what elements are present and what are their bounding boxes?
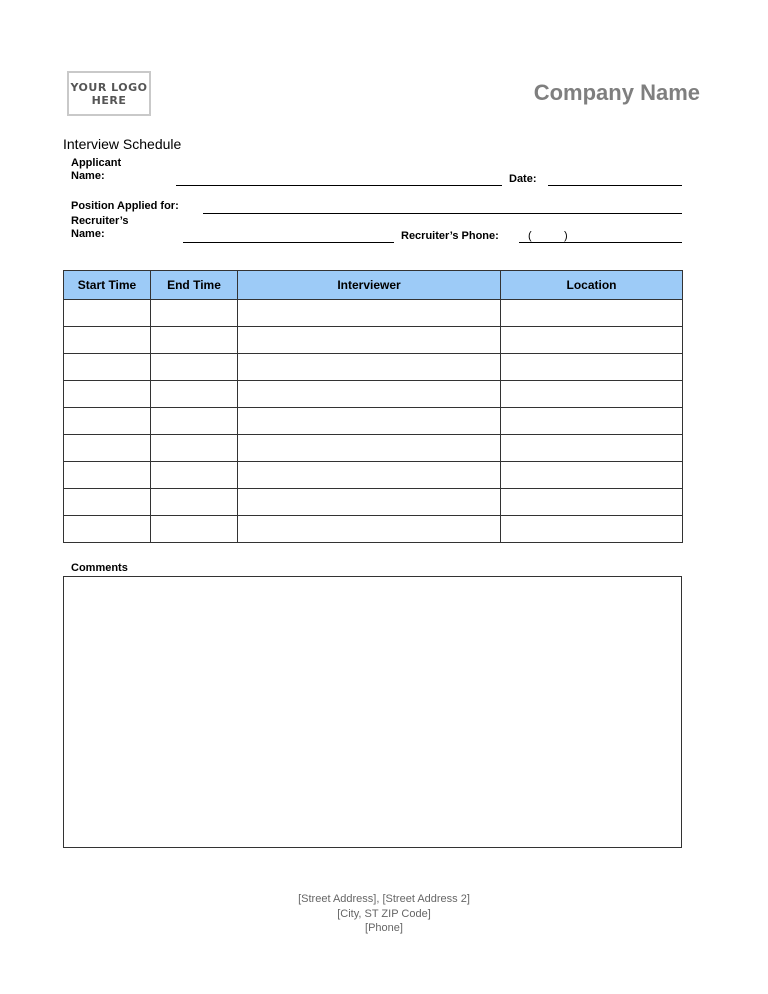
location-cell[interactable] <box>501 381 683 408</box>
location-cell[interactable] <box>501 300 683 327</box>
interviewer-cell[interactable] <box>238 381 501 408</box>
table-row <box>64 381 683 408</box>
interviewer-cell[interactable] <box>238 300 501 327</box>
recruiter-label-line2: Name: <box>71 228 105 240</box>
end-time-cell[interactable] <box>151 516 238 543</box>
start-time-cell[interactable] <box>64 516 151 543</box>
header-interviewer: Interviewer <box>238 271 501 300</box>
end-time-cell[interactable] <box>151 327 238 354</box>
start-time-cell[interactable] <box>64 354 151 381</box>
logo-text-line2: HERE <box>91 93 127 107</box>
footer-phone: [Phone] <box>365 922 403 934</box>
location-cell[interactable] <box>501 516 683 543</box>
interviewer-cell[interactable] <box>238 489 501 516</box>
table-row <box>64 489 683 516</box>
start-time-cell[interactable] <box>64 327 151 354</box>
start-time-cell[interactable] <box>64 462 151 489</box>
schedule-table <box>63 270 683 543</box>
start-time-cell[interactable] <box>64 381 151 408</box>
table-row <box>64 516 683 543</box>
position-label: Position Applied for: <box>71 200 179 212</box>
recruiter-phone-field[interactable] <box>519 242 682 243</box>
start-time-cell[interactable] <box>64 489 151 516</box>
table-row <box>64 354 683 381</box>
table-row <box>64 408 683 435</box>
applicant-label-line2: Name: <box>71 170 105 182</box>
end-time-cell[interactable] <box>151 354 238 381</box>
recruiter-name-label <box>71 215 128 241</box>
start-time-cell[interactable] <box>64 435 151 462</box>
interviewer-cell[interactable] <box>238 408 501 435</box>
header-location: Location <box>501 271 683 300</box>
location-cell[interactable] <box>501 327 683 354</box>
location-cell[interactable] <box>501 354 683 381</box>
header-end-time: End Time <box>151 271 238 300</box>
location-cell[interactable] <box>501 408 683 435</box>
interviewer-cell[interactable] <box>238 462 501 489</box>
table-row <box>64 327 683 354</box>
end-time-cell[interactable] <box>151 381 238 408</box>
end-time-cell[interactable] <box>151 435 238 462</box>
form-title: Interview Schedule <box>63 136 182 152</box>
logo-text-line1: YOUR LOGO <box>70 80 148 94</box>
header-start-time: Start Time <box>64 271 151 300</box>
end-time-cell[interactable] <box>151 408 238 435</box>
interviewer-cell[interactable] <box>238 327 501 354</box>
date-field[interactable] <box>548 185 682 186</box>
location-cell[interactable] <box>501 462 683 489</box>
applicant-label-line1: Applicant <box>71 157 122 169</box>
interviewer-cell[interactable] <box>238 354 501 381</box>
recruiter-label-line1: Recruiter’s <box>71 215 129 227</box>
start-time-cell[interactable] <box>64 300 151 327</box>
end-time-cell[interactable] <box>151 462 238 489</box>
phone-paren-open: ( <box>528 230 532 242</box>
recruiter-name-field[interactable] <box>183 242 394 243</box>
recruiter-phone-label: Recruiter’s Phone: <box>401 230 499 242</box>
footer-city: [City, ST ZIP Code] <box>337 908 431 920</box>
start-time-cell[interactable] <box>64 408 151 435</box>
comments-label: Comments <box>71 562 128 574</box>
applicant-name-label <box>71 157 121 183</box>
footer-address: [Street Address], [Street Address 2] <box>298 893 470 905</box>
table-row <box>64 300 683 327</box>
company-name: Company Name <box>533 80 700 105</box>
end-time-cell[interactable] <box>151 300 238 327</box>
applicant-name-field[interactable] <box>176 185 502 186</box>
position-field[interactable] <box>203 213 682 214</box>
phone-paren-close: ) <box>564 230 568 242</box>
date-label: Date: <box>509 173 537 185</box>
location-cell[interactable] <box>501 489 683 516</box>
interviewer-cell[interactable] <box>238 516 501 543</box>
end-time-cell[interactable] <box>151 489 238 516</box>
location-cell[interactable] <box>501 435 683 462</box>
table-row <box>64 462 683 489</box>
interviewer-cell[interactable] <box>238 435 501 462</box>
comments-box[interactable] <box>63 576 682 848</box>
table-row <box>64 435 683 462</box>
company-logo <box>67 71 151 116</box>
table-header-row <box>64 271 683 300</box>
